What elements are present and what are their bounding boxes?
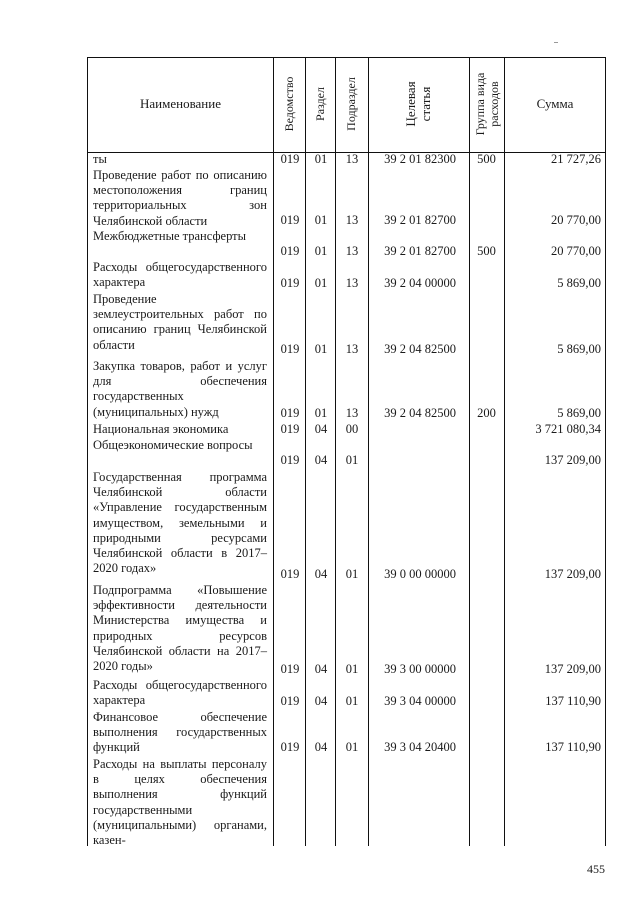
row-name: Проведение работ по описанию местоположения границ территориальных зон Челябинской области: [93, 168, 267, 228]
row-name: Межбюджетные трансферты: [93, 229, 247, 243]
row-vedomstvo: 019: [280, 740, 300, 754]
row-razdel: 04: [314, 422, 328, 436]
row-summa: 137 209,00: [544, 453, 601, 467]
row-razdel: 04: [314, 662, 328, 676]
row-vedomstvo: 019: [280, 422, 300, 436]
row-summa: 5 869,00: [557, 342, 601, 356]
row-razdel: 01: [314, 342, 328, 356]
row-name: Расходы общегосударственного характера: [93, 678, 267, 708]
row-gruppa: 500: [477, 244, 496, 258]
row-vedomstvo: 019: [280, 276, 300, 290]
row-vedomstvo: 019: [280, 342, 300, 356]
row-summa: 137 110,90: [545, 740, 601, 754]
row-summa: 5 869,00: [557, 406, 601, 420]
row-name: Национальная экономика: [93, 422, 229, 436]
row-razdel: 01: [314, 276, 328, 290]
row-name: Проведение землеустроительных работ по описанию границ Челябинской области: [93, 292, 267, 352]
row-summa: 137 209,00: [544, 567, 601, 581]
row-summa: 3 721 080,34: [535, 422, 601, 436]
col-border: [469, 57, 470, 846]
header-celevaya-line2: статья: [418, 86, 433, 122]
row-razdel: 01: [314, 244, 328, 258]
row-summa: 5 869,00: [557, 276, 601, 290]
row-name: Финансовое обеспечение выполнения государственных функций: [93, 710, 267, 755]
row-podrazdel: 13: [345, 276, 359, 290]
col-border: [504, 57, 505, 846]
header-vedomstvo: Ведомство: [282, 76, 296, 132]
row-name: Закупка товаров, работ и услуг для обеспечения государственных (муниципальных) нужд: [93, 359, 267, 419]
row-name: Общеэкономические вопросы: [93, 438, 253, 452]
row-summa: 20 770,00: [551, 244, 601, 258]
row-vedomstvo: 019: [280, 152, 300, 166]
row-podrazdel: 01: [345, 740, 359, 754]
row-summa: 21 727,26: [551, 152, 601, 166]
row-podrazdel: 13: [345, 406, 359, 420]
row-celevaya: 39 2 04 00000: [384, 276, 456, 290]
row-name: Подпрограмма «Повышение эффективности деятельности Министерства имущества и природных ресурсов Челябинской области на 2017–2020 годы»: [93, 583, 267, 674]
col-border: [273, 57, 274, 846]
col-border: [605, 57, 606, 846]
row-vedomstvo: 019: [280, 244, 300, 258]
header-gruppa: [473, 73, 501, 136]
row-podrazdel: 13: [345, 342, 359, 356]
row-vedomstvo: 019: [280, 213, 300, 227]
row-podrazdel: 13: [345, 152, 359, 166]
row-razdel: 04: [314, 453, 328, 467]
row-name: ты: [93, 152, 107, 166]
row-celevaya: 39 2 01 82300: [384, 152, 456, 166]
header-gruppa-line1: Группа вида: [473, 72, 487, 136]
col-border: [305, 57, 306, 846]
row-summa: 137 209,00: [544, 662, 601, 676]
table-top-border: [87, 57, 606, 58]
row-vedomstvo: 019: [280, 406, 300, 420]
header-summa: Сумма: [536, 96, 574, 111]
page-number: 455: [587, 862, 605, 876]
row-vedomstvo: 019: [280, 567, 300, 581]
row-razdel: 01: [314, 406, 328, 420]
row-celevaya: 39 2 01 82700: [384, 213, 456, 227]
col-border: [368, 57, 369, 846]
header-podrazdel: Подраздел: [344, 77, 358, 131]
row-razdel: 04: [314, 694, 328, 708]
row-podrazdel: 13: [345, 244, 359, 258]
row-podrazdel: 01: [345, 453, 359, 467]
header-razdel: Раздел: [313, 87, 327, 121]
row-gruppa: 200: [477, 406, 496, 420]
header-celevaya-line1: Целевая: [403, 81, 418, 127]
row-name: Государственная программа Челябинской области «Управление государственным имуществом, земельными и природными ресурсами Челябинской области в 2017–2020 годах»: [93, 470, 267, 576]
row-name: Расходы на выплаты персоналу в целях обеспечения выполнения функций государственными (муниципальными) органами, казен-: [93, 757, 267, 848]
row-podrazdel: 01: [345, 567, 359, 581]
row-celevaya: 39 2 01 82700: [384, 244, 456, 258]
row-podrazdel: 00: [345, 422, 359, 436]
col-border: [87, 57, 88, 846]
header-celevaya: [403, 81, 433, 126]
row-celevaya: 39 3 04 20400: [384, 740, 456, 754]
row-podrazdel: 13: [345, 213, 359, 227]
row-razdel: 01: [314, 213, 328, 227]
header-gruppa-line2: расходов: [487, 81, 501, 127]
row-razdel: 04: [314, 740, 328, 754]
row-summa: 20 770,00: [551, 213, 601, 227]
row-razdel: 04: [314, 567, 328, 581]
row-razdel: 01: [314, 152, 328, 166]
row-celevaya: 39 0 00 00000: [384, 567, 456, 581]
col-border: [335, 57, 336, 846]
row-celevaya: 39 3 00 00000: [384, 662, 456, 676]
row-vedomstvo: 019: [280, 694, 300, 708]
row-vedomstvo: 019: [280, 453, 300, 467]
row-podrazdel: 01: [345, 694, 359, 708]
row-name: Расходы общегосударственного характера: [93, 260, 267, 290]
row-celevaya: 39 2 04 82500: [384, 342, 456, 356]
row-gruppa: 500: [477, 152, 496, 166]
row-celevaya: 39 2 04 82500: [384, 406, 456, 420]
row-celevaya: 39 3 04 00000: [384, 694, 456, 708]
header-name: Наименование: [140, 96, 221, 111]
row-vedomstvo: 019: [280, 662, 300, 676]
scan-mark: [554, 42, 558, 43]
row-podrazdel: 01: [345, 662, 359, 676]
row-summa: 137 110,90: [545, 694, 601, 708]
